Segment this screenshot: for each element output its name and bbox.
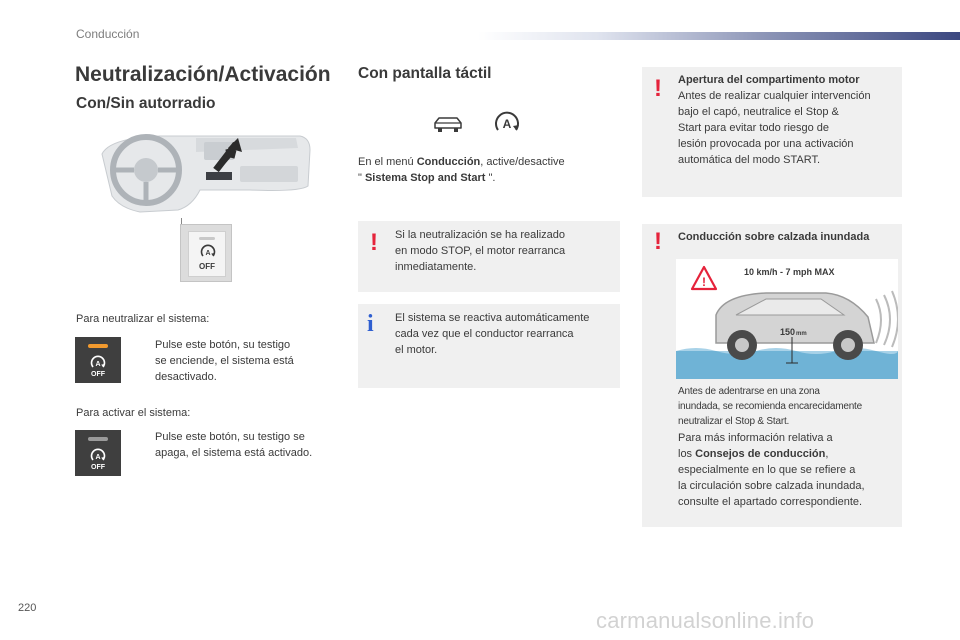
activate-bullet-line1: Pulse este botón, su testigo se	[155, 431, 305, 443]
engine-warning-line1: Antes de realizar cualquier intervención	[678, 90, 871, 102]
svg-text:A: A	[95, 454, 101, 461]
flood-line2: inundada, se recomienda encarecidamente	[678, 401, 862, 412]
svg-text:!: !	[702, 275, 706, 289]
flooded-road-illustration	[676, 259, 898, 379]
button-closeup	[180, 224, 232, 282]
engine-warning-line2: bajo el capó, neutralice el Stop &	[678, 106, 839, 118]
svg-text:A: A	[205, 250, 211, 257]
driving-car-icon[interactable]	[432, 112, 464, 136]
engine-warning-line5: automática del modo START.	[678, 154, 821, 166]
flood-line3: neutralizar el Stop & Start.	[678, 416, 790, 427]
touchscreen-title: Con pantalla táctil	[358, 65, 492, 82]
menu-instruction-line2: " Sistema Stop and Start ".	[358, 172, 496, 184]
engine-warning-line3: Start para evitar todo riesgo de	[678, 122, 830, 134]
led-off	[199, 237, 215, 240]
info-line3: el motor.	[395, 344, 438, 356]
driving-tips-ref[interactable]: Consejos de conducción	[695, 448, 826, 460]
stop-start-button-off[interactable]	[75, 430, 121, 476]
svg-text:A: A	[502, 117, 512, 131]
info-line2: cada vez que el conductor rearranca	[395, 328, 574, 340]
page-title: Neutralización/Activación	[75, 63, 331, 86]
off-label: OFF	[199, 262, 215, 271]
activate-intro: Para activar el sistema:	[76, 407, 191, 419]
dashboard-illustration	[100, 130, 312, 218]
menu-name: Conducción	[416, 156, 481, 168]
warning-line2: en modo STOP, el motor rearranca	[395, 245, 566, 257]
neutralize-bullet-line2: se enciende, el sistema está	[155, 355, 294, 367]
flood-speed-limit: 10 km/h - 7 mph MAX	[744, 267, 835, 277]
neutralize-bullet-line1: Pulse este botón, su testigo	[155, 339, 291, 351]
warning-icon: !	[654, 228, 662, 255]
info-line1: El sistema se reactiva automáticamente	[395, 312, 590, 324]
neutralize-intro: Para neutralizar el sistema:	[76, 313, 210, 325]
watermark: carmanualsonline.info	[596, 608, 815, 633]
neutralize-bullet-line3: desactivado.	[155, 371, 217, 383]
flood-depth-label: 150mm	[780, 327, 807, 337]
warning-icon: !	[370, 229, 378, 256]
warning-line3: inmediatamente.	[395, 261, 477, 273]
stop-start-menu-icon[interactable]	[493, 110, 521, 138]
engine-compartment-warning-box	[642, 67, 902, 197]
engine-warning-line4: lesión provocada por una activación	[678, 138, 854, 150]
stop-start-button-on[interactable]	[75, 337, 121, 383]
section-label: Conducción	[76, 27, 140, 41]
svg-text:A: A	[95, 361, 101, 368]
flood-line7: la circulación sobre calzada inundada,	[678, 480, 865, 492]
engine-warning-title: Apertura del compartimento motor	[678, 74, 860, 86]
flood-line8: consulte el apartado correspondiente.	[678, 496, 863, 508]
stop-mode-warning-box	[358, 221, 620, 292]
button-face	[188, 231, 226, 277]
menu-instruction-line1: En el menú Conducción, active/desactive	[358, 156, 565, 168]
off-label: OFF	[91, 371, 105, 378]
flood-line5: los Consejos de conducción,	[678, 448, 829, 460]
subtitle-radio: Con/Sin autorradio	[76, 95, 216, 112]
flooded-road-warning-box	[642, 224, 902, 527]
reactivation-info-box	[358, 304, 620, 388]
led-indicator-off	[88, 437, 108, 441]
system-name: Sistema Stop and Start	[364, 172, 486, 184]
auto-stop-icon	[200, 244, 216, 260]
flood-line4: Para más información relativa a	[678, 432, 833, 444]
info-icon: i	[367, 311, 374, 337]
flood-warning-title: Conducción sobre calzada inundada	[678, 231, 870, 243]
led-indicator-on	[88, 344, 108, 348]
activate-bullet-line2: apaga, el sistema está activado.	[155, 447, 313, 459]
header-gradient-bar	[478, 32, 960, 40]
page-number: 220	[18, 602, 37, 614]
warning-line1: Si la neutralización se ha realizado	[395, 229, 565, 241]
auto-stop-icon	[90, 355, 106, 371]
warning-icon: !	[654, 75, 662, 102]
off-label: OFF	[91, 464, 105, 471]
flood-line1: Antes de adentrarse en una zona	[678, 386, 820, 397]
flood-line6: especialmente en lo que se refiere a	[678, 464, 856, 476]
auto-stop-icon	[90, 448, 106, 464]
